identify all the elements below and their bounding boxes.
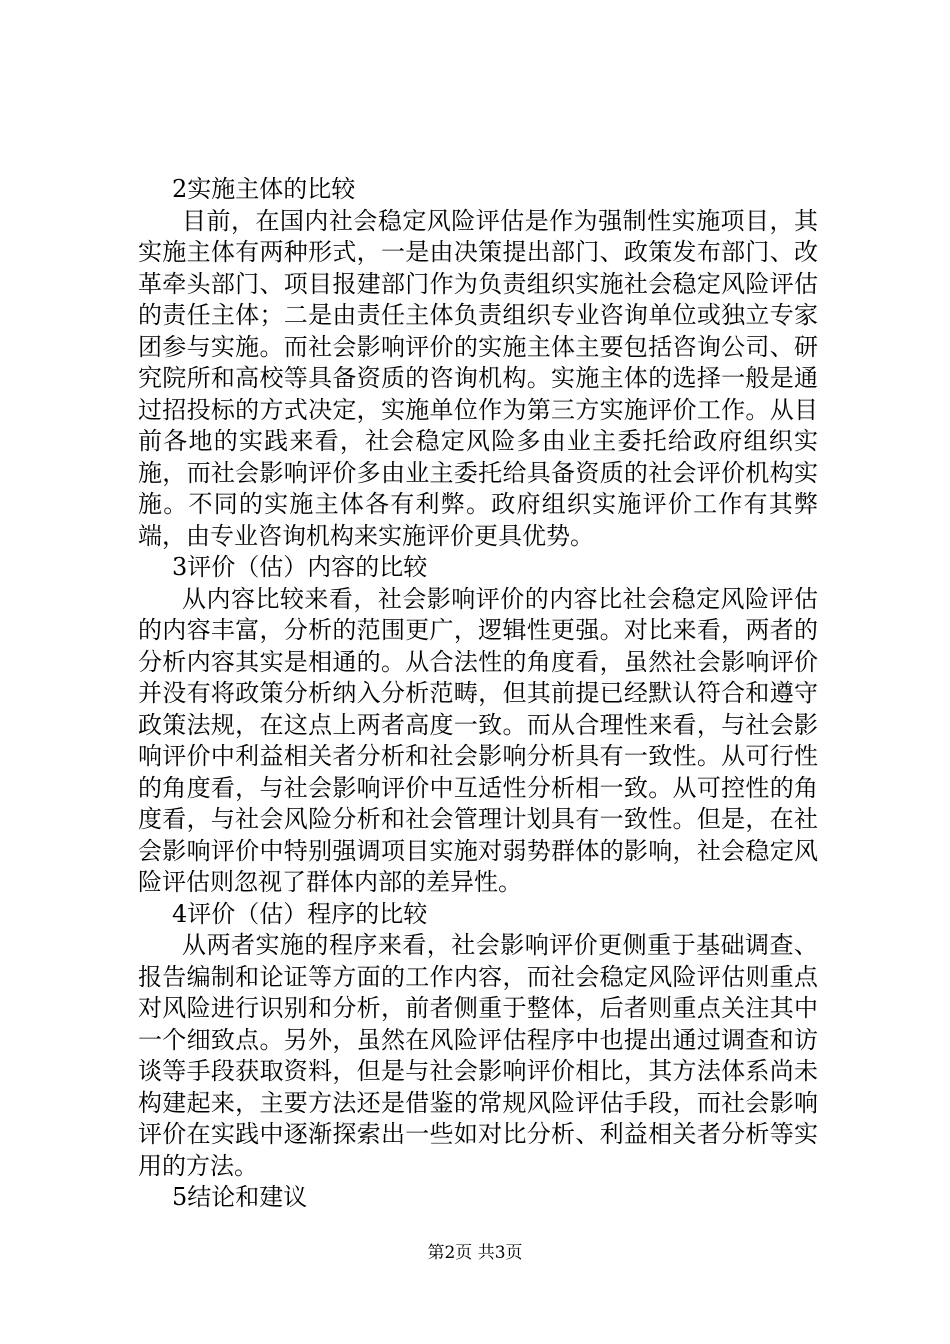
section-heading-implementing-subject: 2实施主体的比较	[172, 175, 356, 203]
section-paragraph-implementing-subject: 目前，在国内社会稳定风险评估是作为强制性实施项目，其实施主体有两种形式，一是由决策提出部门、政策发布部门、改革牵头部门、项目报建部门作为负责组织实施社会稳定风险评估的责任主体；二是由责任主体负责组织专业咨询单位或独立专家团参与实施。而社会影响评价的实施主体主要包括咨询公司、研究院所和高校等具备资质的咨询机构。实施主体的选择一般是通过招投标的方式决定，实施单位作为第三方实施评价工作。从目前各地的实践来看，社会稳定风险多由业主委托给政府组织实施，而社会影响评价多由业主委托给具备资质的社会评价机构实施。不同的实施主体各有利弊。政府组织实施评价工作有其弊端，由专业咨询机构来实施评价更具优势。	[138, 206, 818, 550]
section-heading-conclusions: 5结论和建议	[172, 1183, 308, 1211]
section-heading-evaluation-procedure: 4评价（估）程序的比较	[172, 899, 428, 928]
section-paragraph-evaluation-content: 从内容比较来看，社会影响评价的内容比社会稳定风险评估的内容丰富，分析的范围更广，逻辑性更强。对比来看，两者的分析内容其实是相通的。从合法性的角度看，虽然社会影响评价并没有将政策分析纳入分析范畴，但其前提已经默认符合和遵守政策法规，在这点上两者高度一致。而从合理性来看，与社会影响评价中利益相关者分析和社会影响分析具有一致性。从可行性的角度看，与社会影响评价中互适性分析相一致。从可控性的角度看，与社会风险分析和社会管理计划具有一致性。但是，在社会影响评价中特别强调项目实施对弱势群体的影响，社会稳定风险评估则忽视了群体内部的差异性。	[138, 584, 818, 896]
section-heading-evaluation-content: 3评价（估）内容的比较	[172, 553, 428, 581]
section-paragraph-evaluation-procedure: 从两者实施的程序来看，社会影响评价更侧重于基础调查、报告编制和论证等方面的工作内容，而社会稳定风险评估则重点对风险进行识别和分析，前者侧重于整体，后者则重点关注其中一个细致点。另外，虽然在风险评估程序中也提出通过调查和访谈等手段获取资料，但是与社会影响评价相比，其方法体系尚未构建起来，主要方法还是借鉴的常规风险评估手段，而社会影响评价在实践中逐渐探索出一些如对比分析、利益相关者分析等实用的方法。	[138, 931, 818, 1180]
document-body	[138, 174, 818, 1214]
page-number-footer: 第2页 共3页	[427, 1243, 523, 1263]
